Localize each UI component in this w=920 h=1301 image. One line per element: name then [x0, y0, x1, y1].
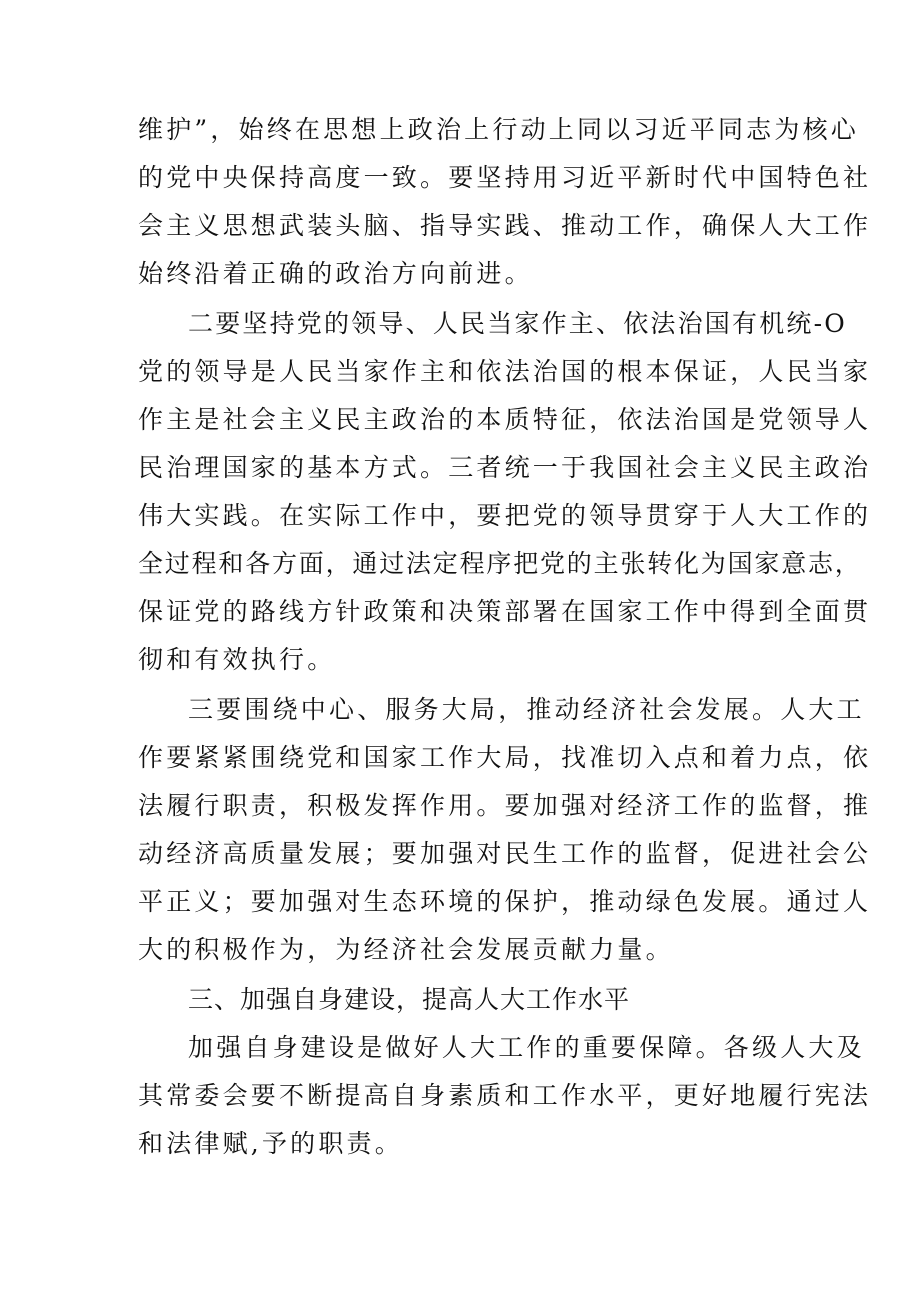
paragraph-line: 彻和有效执行。	[138, 645, 336, 674]
section-heading: 三、加强自身建设，提高人大工作水平	[188, 985, 631, 1014]
paragraph-line: 伟大实践。在实际工作中，要把党的领导贯穿于人大工作的	[138, 501, 872, 530]
paragraph-line: 动经济高质量发展；要加强对民生工作的监督，促进社会公	[138, 839, 872, 868]
paragraph-line: 平正义；要加强对生态环境的保护，推动绿色发展。通过人	[138, 887, 872, 916]
paragraph-line: 保证党的路线方针政策和决策部署在国家工作中得到全面贯	[138, 597, 872, 626]
paragraph-line: 始终沿着正确的政治方向前进。	[138, 259, 533, 288]
paragraph-line: 其常委会要不断提高自身素质和工作水平，更好地履行宪法	[138, 1081, 872, 1110]
paragraph-line: 党的领导是人民当家作主和依法治国的根本保证，人民当家	[138, 357, 872, 386]
paragraph-line: 法履行职责，积极发挥作用。要加强对经济工作的监督，推	[138, 791, 872, 820]
paragraph-line: 全过程和各方面，通过法定程序把党的主张转化为国家意志，	[138, 549, 862, 578]
paragraph-line: 民治理国家的基本方式。三者统一于我国社会主义民主政治	[138, 453, 872, 482]
paragraph-line: 大的积极作为，为经济社会发展贡献力量。	[138, 935, 674, 964]
paragraph-line: 作主是社会主义民主政治的本质特征，依法治国是党领导人	[138, 405, 872, 434]
paragraph-line: 二要坚持党的领导、人民当家作主、依法治国有机统-O	[188, 309, 847, 338]
paragraph-line: 的党中央保持高度一致。要坚持用习近平新时代中国特色社	[138, 163, 872, 192]
paragraph-line: 三要围绕中心、服务大局，推动经济社会发展。人大工	[188, 695, 865, 724]
paragraph-line: 加强自身建设是做好人大工作的重要保障。各级人大及	[188, 1033, 865, 1062]
paragraph-line: 作要紧紧围绕党和国家工作大局，找准切入点和着力点，依	[138, 743, 872, 772]
paragraph-line: 维护”，始终在思想上政治上行动上同以习近平同志为核心	[138, 115, 859, 144]
paragraph-line: 和法律赋,予的职责。	[138, 1129, 403, 1158]
paragraph-line: 会主义思想武装头脑、指导实践、推动工作，确保人大工作	[138, 211, 872, 240]
